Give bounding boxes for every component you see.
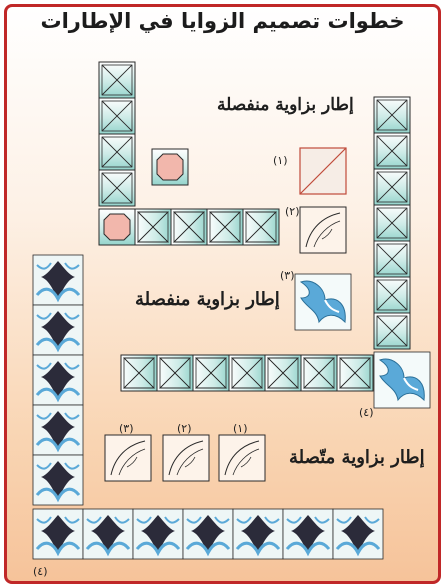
middle-corner-tile [374, 352, 430, 408]
step-number-two: (٢) [285, 205, 300, 218]
bottom-ornament-row [33, 509, 383, 559]
step-number-one-connected: (١) [233, 422, 248, 435]
connected-corner-steps [105, 435, 265, 481]
figure-title: خطوات تصميم الزوايا في الإطارات [40, 9, 405, 33]
step-number-four-middle: (٤) [359, 406, 374, 419]
step-number-one: (١) [273, 154, 288, 167]
step-one-diagonal-tile [300, 148, 346, 194]
step-number-three-connected: (٣) [119, 422, 134, 435]
figure-frame [4, 4, 441, 584]
label-separate-corner-middle: إطار بزاوية منفصلة [135, 289, 280, 310]
label-separate-corner-top: إطار بزاوية منفصلة [217, 95, 354, 115]
right-tile-column [374, 97, 410, 349]
middle-horizontal-tile-row [121, 355, 373, 391]
label-connected-corner: إطار بزاوية متّصلة [289, 447, 425, 468]
octagon-tile [152, 149, 188, 185]
step-three-corner-tile [295, 274, 351, 330]
step-number-two-connected: (٢) [177, 422, 192, 435]
step-number-three: (٣) [280, 269, 295, 282]
left-ornament-column [33, 255, 83, 505]
step-number-four-bottom: (٤) [33, 565, 48, 578]
top-left-tile-column [99, 62, 135, 245]
top-horizontal-tile-row [135, 209, 279, 245]
step-two-tile [300, 207, 346, 253]
